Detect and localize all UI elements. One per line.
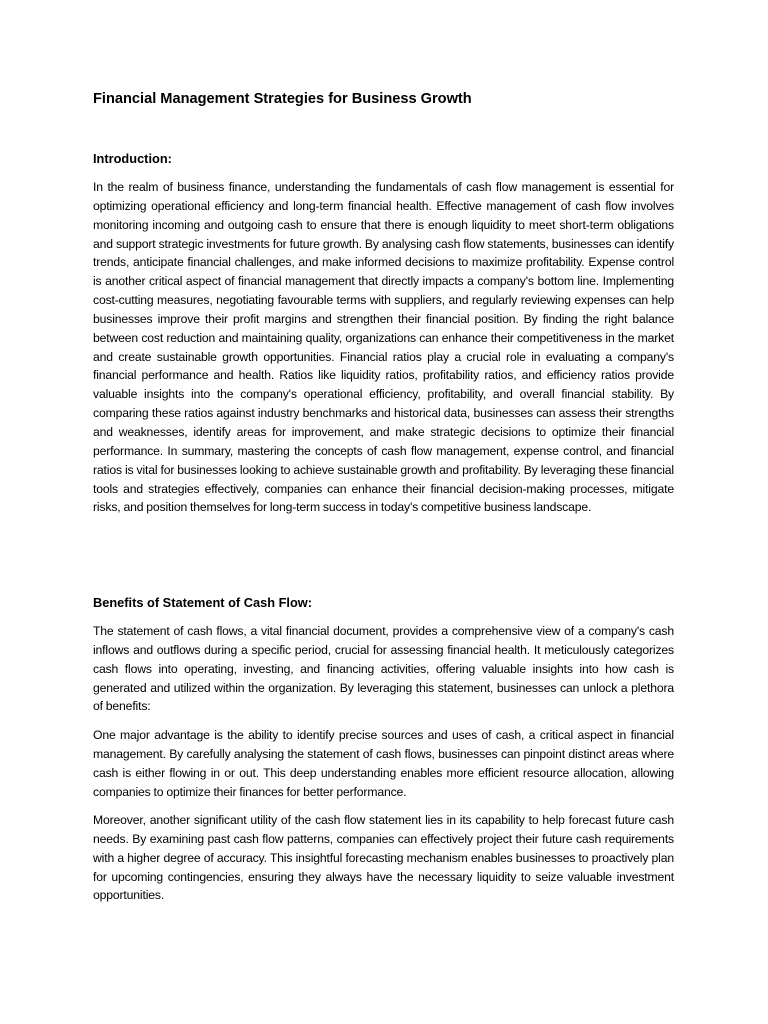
document-title: Financial Management Strategies for Business Growth [93, 91, 472, 107]
section-heading-benefits: Benefits of Statement of Cash Flow: [93, 595, 312, 610]
benefits-paragraph-sources-uses: One major advantage is the ability to identify precise sources and uses of cash, a critical aspect in financial management. By carefully analysing the statement of cash flows, businesses can pinpoint distinct areas where cash is either flowing in or out. This deep understanding enables more efficient resource allocation, allowing companies to optimize their finances for better performance. [93, 728, 674, 799]
benefits-paragraph-overview: The statement of cash flows, a vital financial document, provides a comprehensive view of a company's cash inflows and outflows during a specific period, crucial for assessing financial health. It meticulously categorizes cash flows into operating, investing, and financing activities, offering valuable insights into how cash is generated and utilized within the organization. By leveraging this statement, businesses can unlock a plethora of benefits: [93, 624, 674, 714]
benefits-paragraph-forecast: Moreover, another significant utility of the cash flow statement lies in its capability to help forecast future cash needs. By examining past cash flow patterns, companies can effectively project their future cash requirements with a higher degree of accuracy. This insightful forecasting mechanism enables businesses to proactively plan for upcoming contingencies, ensuring they always have the necessary liquidity to seize valuable investment opportunities. [93, 813, 674, 903]
introduction-paragraph: In the realm of business finance, understanding the fundamentals of cash flow management is essential for optimizing operational efficiency and long-term financial health. Effective management of cash flow involves monitoring incoming and outgoing cash to ensure that there is enough liquidity to meet short-term obligations and support strategic investments for future growth. By analysing cash flow statements, businesses can identify trends, anticipate financial challenges, and make informed decisions to maximize profitability. Expense control is another critical aspect of financial management that directly impacts a company's bottom line. Implementing cost-cutting measures, negotiating favourable terms with suppliers, and regularly reviewing expenses can help businesses improve their profit margins and strengthen their financial position. By finding the right balance between cost reduction and maintaining quality, organizations can enhance their competitiveness in the market and create sustainable growth opportunities. Financial ratios play a crucial role in evaluating a company's financial performance and health. Ratios like liquidity ratios, profitability ratios, and efficiency ratios provide valuable insights into the company's operational efficiency, profitability, and overall financial stability. By comparing these ratios against industry benchmarks and historical data, businesses can assess their strengths and weaknesses, identify areas for improvement, and make strategic decisions to optimize their financial performance. In summary, mastering the concepts of cash flow management, expense control, and financial ratios is vital for businesses looking to achieve sustainable growth and profitability. By leveraging these financial tools and strategies effectively, companies can enhance their financial decision-making processes, mitigate risks, and position themselves for long-term success in today's competitive business landscape. [93, 180, 674, 515]
section-heading-introduction: Introduction: [93, 151, 172, 166]
